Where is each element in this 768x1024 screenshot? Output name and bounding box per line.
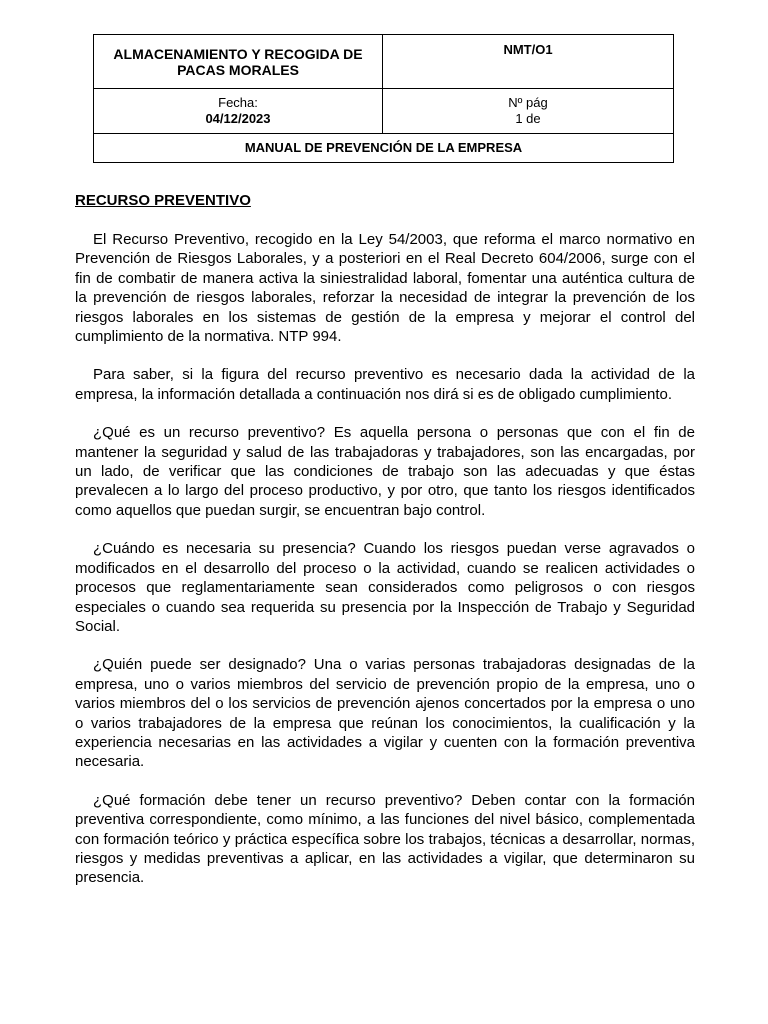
document-code: NMT/O1 bbox=[383, 35, 674, 89]
document-header-table bbox=[93, 34, 674, 163]
page-cell bbox=[383, 89, 674, 134]
header-row-title bbox=[94, 35, 674, 89]
date-label: Fecha: bbox=[218, 95, 258, 110]
section-heading: RECURSO PREVENTIVO bbox=[75, 192, 251, 209]
page-value: 1 de bbox=[515, 111, 541, 126]
document-title: ALMACENAMIENTO Y RECOGIDA DE PACAS MORALES bbox=[94, 35, 383, 89]
paragraph: ¿Qué formación debe tener un recurso preventivo? Deben contar con la formación preventiva correspondiente, como mínimo, a las funciones del nivel básico, complementada con formación teórico y práctica específica sobre los trabajos, técnicas a desarrollar, normas, riesgos y medidas preventivas a aplicar, en las actividades a vigilar, que determinaron su presencia. bbox=[75, 791, 695, 887]
paragraph: ¿Qué es un recurso preventivo? Es aquella persona o personas que con el fin de mantener la seguridad y salud de las trabajadoras y trabajadores, son las encargadas, por un lado, de verificar que las condiciones de trabajo son las adecuadas y que éstas prevalecen a lo largo del proceso productivo, y por otro, que tanto los riesgos identificados como aquellos que puedan surgir, se encuentran bajo control. bbox=[75, 424, 695, 519]
header-row-manual bbox=[94, 134, 674, 163]
paragraph: ¿Quién puede ser designado? Una o varias personas trabajadoras designadas de la empresa, uno o varios miembros del servicio de prevención propio de la empresa, uno o varios miembros del o los servicios de prevención ajenos concertados por la empresa o uno o varios trabajadores de la empresa que reúnan los conocimientos, la cualificación y la experiencia necesarias en las actividades a vigilar y cuenten con la formación preventiva necesaria. bbox=[75, 656, 695, 771]
page-label: Nº pág bbox=[508, 95, 548, 110]
paragraph: Para saber, si la figura del recurso preventivo es necesario dada la actividad de la empresa, la información detallada a continuación nos dirá si es de obligado cumplimiento. bbox=[75, 366, 695, 403]
paragraph: ¿Cuándo es necesaria su presencia? Cuando los riesgos puedan verse agravados o modificados en el desarrollo del proceso o la actividad, cuando se realicen actividades o procesos que reglamentariamente sean considerados como peligrosos o con riesgos especiales o cuando sea requerida su presencia por la Inspección de Trabajo y Seguridad Social. bbox=[75, 540, 695, 635]
header-row-meta bbox=[94, 89, 674, 134]
section-body bbox=[75, 230, 695, 907]
date-value: 04/12/2023 bbox=[205, 111, 271, 126]
manual-title: MANUAL DE PREVENCIÓN DE LA EMPRESA bbox=[94, 134, 674, 163]
date-cell bbox=[94, 89, 383, 134]
paragraph: El Recurso Preventivo, recogido en la Ley 54/2003, que reforma el marco normativo en Prevención de Riesgos Laborales, y a posteriori en el Real Decreto 604/2006, surge con el fin de combatir de manera activa la siniestralidad laboral, fomentar una auténtica cultura de la prevención de riesgos laborales, reforzar la necesidad de integrar la prevención de los riesgos laborales en los sistemas de gestión de la empresa y mejorar el control del cumplimiento de la normativa. NTP 994. bbox=[75, 231, 695, 346]
